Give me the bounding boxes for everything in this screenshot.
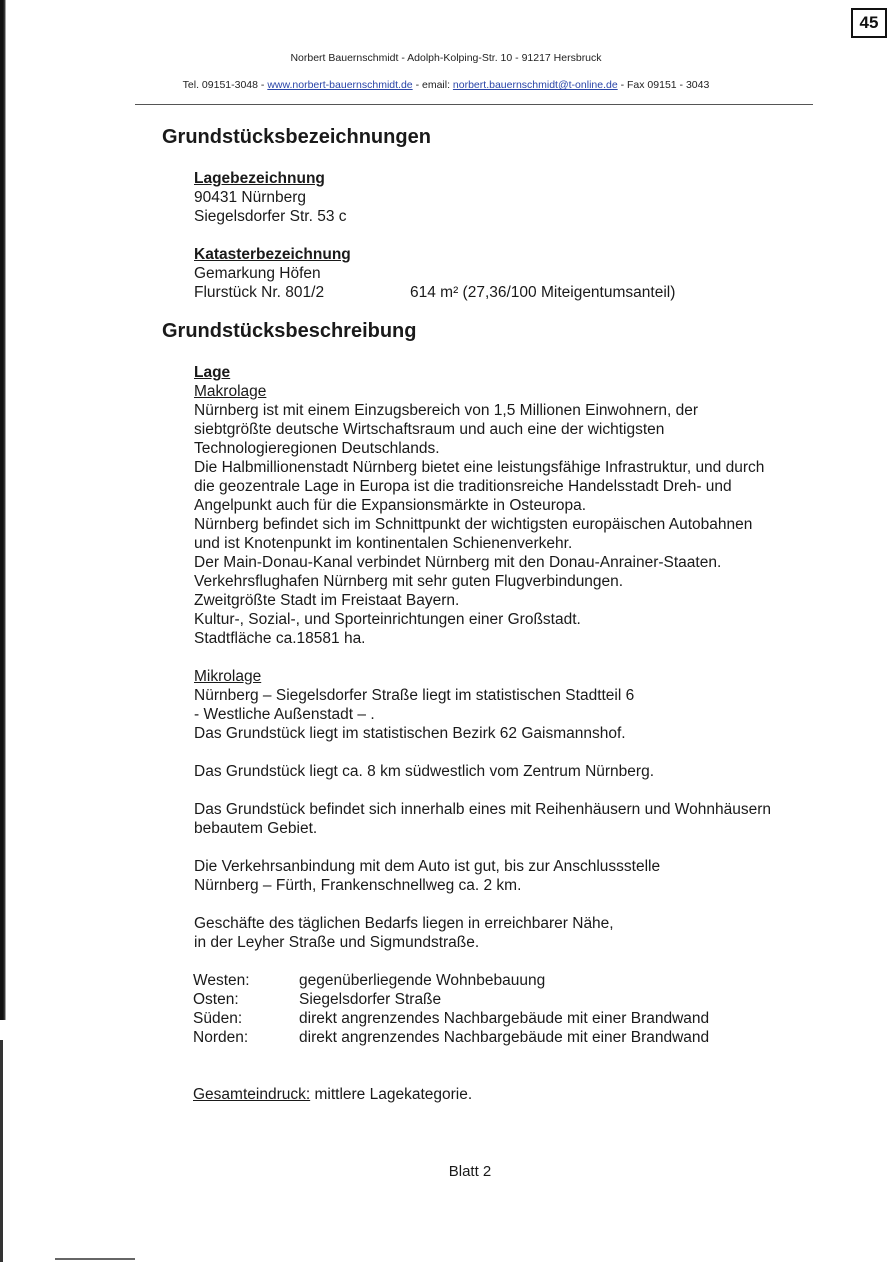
verkehr-paragraph: [194, 857, 660, 895]
gebiet-paragraph: [194, 800, 771, 838]
mikrolage-block: [194, 667, 634, 743]
letterhead-contact: [0, 79, 892, 91]
makro-line: Zweitgrößte Stadt im Freistaat Bayern.: [194, 592, 460, 609]
direction-value: direkt angrenzendes Nachbargebäude mit einer Brandwand: [299, 1010, 710, 1027]
makro-line: die geozentrale Lage in Europa ist die traditionsreiche Handelsstadt Dreh- und: [194, 478, 732, 495]
makro-line: Stadtfläche ca.18581 ha.: [194, 630, 366, 647]
makro-line: siebtgrößte deutsche Wirtschaftsraum und auch eine der wichtigsten: [194, 421, 665, 438]
verkehr-line: Nürnberg – Fürth, Frankenschnellweg ca. 2 km.: [194, 877, 522, 894]
section-title-beschreibung: Grundstücksbeschreibung: [162, 320, 417, 342]
email-link[interactable]: norbert.bauernschmidt@t-online.de: [452, 79, 618, 91]
direction-row-sued: [193, 1009, 709, 1028]
lage-block: [194, 363, 764, 648]
sheet-number: Blatt 2: [448, 1163, 492, 1180]
fax-text: - Fax 09151 - 3043: [617, 79, 710, 91]
direction-label: Norden:: [193, 1029, 249, 1046]
makro-line: Kultur-, Sozial-, und Sporteinrichtungen einer Großstadt.: [194, 611, 581, 628]
zentrum-paragraph: [194, 762, 654, 781]
makro-line: Angelpunkt auch für die Expansionsmärkte in Osteuropa.: [194, 497, 587, 514]
direction-value: gegenüberliegende Wohnbebauung: [299, 972, 546, 989]
makrolage-heading: Makrolage: [194, 383, 267, 400]
mikro-line: - Westliche Außenstadt – .: [194, 706, 375, 723]
lage-line: Siegelsdorfer Str. 53 c: [194, 208, 347, 225]
direction-value: direkt angrenzendes Nachbargebäude mit einer Brandwand: [299, 1029, 710, 1046]
gesamteindruck: [193, 1085, 472, 1104]
lagebezeichnung-heading: Lagebezeichnung: [194, 170, 325, 187]
page-number-box: 45: [851, 8, 887, 38]
makro-line: Verkehrsflughafen Nürnberg mit sehr guten Flugverbindungen.: [194, 573, 624, 590]
header-divider: [135, 104, 813, 105]
mikro-line: Nürnberg – Siegelsdorfer Straße liegt im statistischen Stadtteil 6: [194, 687, 635, 704]
gesamteindruck-value: mittlere Lagekategorie.: [310, 1086, 473, 1103]
letterhead-address: Norbert Bauernschmidt - Adolph-Kolping-Str. 10 - 91217 Hersbruck: [290, 52, 602, 64]
verkehr-line: Die Verkehrsanbindung mit dem Auto ist gut, bis zur Anschlussstelle: [194, 858, 661, 875]
makro-line: und ist Knotenpunkt im kontinentalen Schienenverkehr.: [194, 535, 573, 552]
katasterbezeichnung-block: [194, 245, 351, 302]
direction-label: Süden:: [193, 1010, 243, 1027]
scan-edge-shadow-lower: [0, 1040, 3, 1262]
scan-edge-shadow: [0, 0, 6, 1020]
geschaefte-line: in der Leyher Straße und Sigmundstraße.: [194, 934, 480, 951]
geschaefte-line: Geschäfte des täglichen Bedarfs liegen in erreichbarer Nähe,: [194, 915, 614, 932]
tel-text: Tel. 09151-3048 -: [182, 79, 268, 91]
lage-line: 90431 Nürnberg: [194, 189, 307, 206]
website-link[interactable]: www.norbert-bauernschmidt.de: [267, 79, 413, 91]
gebiet-line: bebautem Gebiet.: [194, 820, 318, 837]
direction-row-ost: [193, 990, 441, 1009]
flurstueck-flaeche: 614 m² (27,36/100 Miteigentumsanteil): [410, 284, 676, 301]
direction-label: Westen:: [193, 972, 250, 989]
lage-heading: Lage: [194, 364, 231, 381]
direction-row-west: [193, 971, 545, 990]
makro-line: Der Main-Donau-Kanal verbindet Nürnberg mit den Donau-Anrainer-Staaten.: [194, 554, 722, 571]
direction-row-nord: [193, 1028, 709, 1047]
section-title-bezeichnungen: Grundstücksbezeichnungen: [162, 126, 431, 148]
scan-bottom-mark: [55, 1258, 135, 1260]
lagebezeichnung-block: [194, 169, 347, 226]
mikrolage-heading: Mikrolage: [194, 668, 262, 685]
email-label: - email:: [412, 79, 453, 91]
direction-label: Osten:: [193, 991, 239, 1008]
gebiet-line: Das Grundstück befindet sich innerhalb eines mit Reihenhäusern und Wohnhäusern: [194, 801, 772, 818]
flurstueck-text: Flurstück Nr. 801/2: [194, 284, 325, 301]
makro-line: Die Halbmillionenstadt Nürnberg bietet eine leistungsfähige Infrastruktur, und durch: [194, 459, 765, 476]
zentrum-line: Das Grundstück liegt ca. 8 km südwestlich vom Zentrum Nürnberg.: [194, 763, 655, 780]
makro-line: Technologieregionen Deutschlands.: [194, 440, 440, 457]
gemarkung-text: Gemarkung Höfen: [194, 265, 321, 282]
makro-line: Nürnberg befindet sich im Schnittpunkt der wichtigsten europäischen Autobahnen: [194, 516, 753, 533]
makro-line: Nürnberg ist mit einem Einzugsbereich von 1,5 Millionen Einwohnern, der: [194, 402, 699, 419]
direction-value: Siegelsdorfer Straße: [299, 991, 442, 1008]
mikro-line: Das Grundstück liegt im statistischen Bezirk 62 Gaismannshof.: [194, 725, 626, 742]
gesamteindruck-label: Gesamteindruck:: [193, 1086, 311, 1103]
katasterbezeichnung-heading: Katasterbezeichnung: [194, 246, 351, 263]
geschaefte-paragraph: [194, 914, 614, 952]
